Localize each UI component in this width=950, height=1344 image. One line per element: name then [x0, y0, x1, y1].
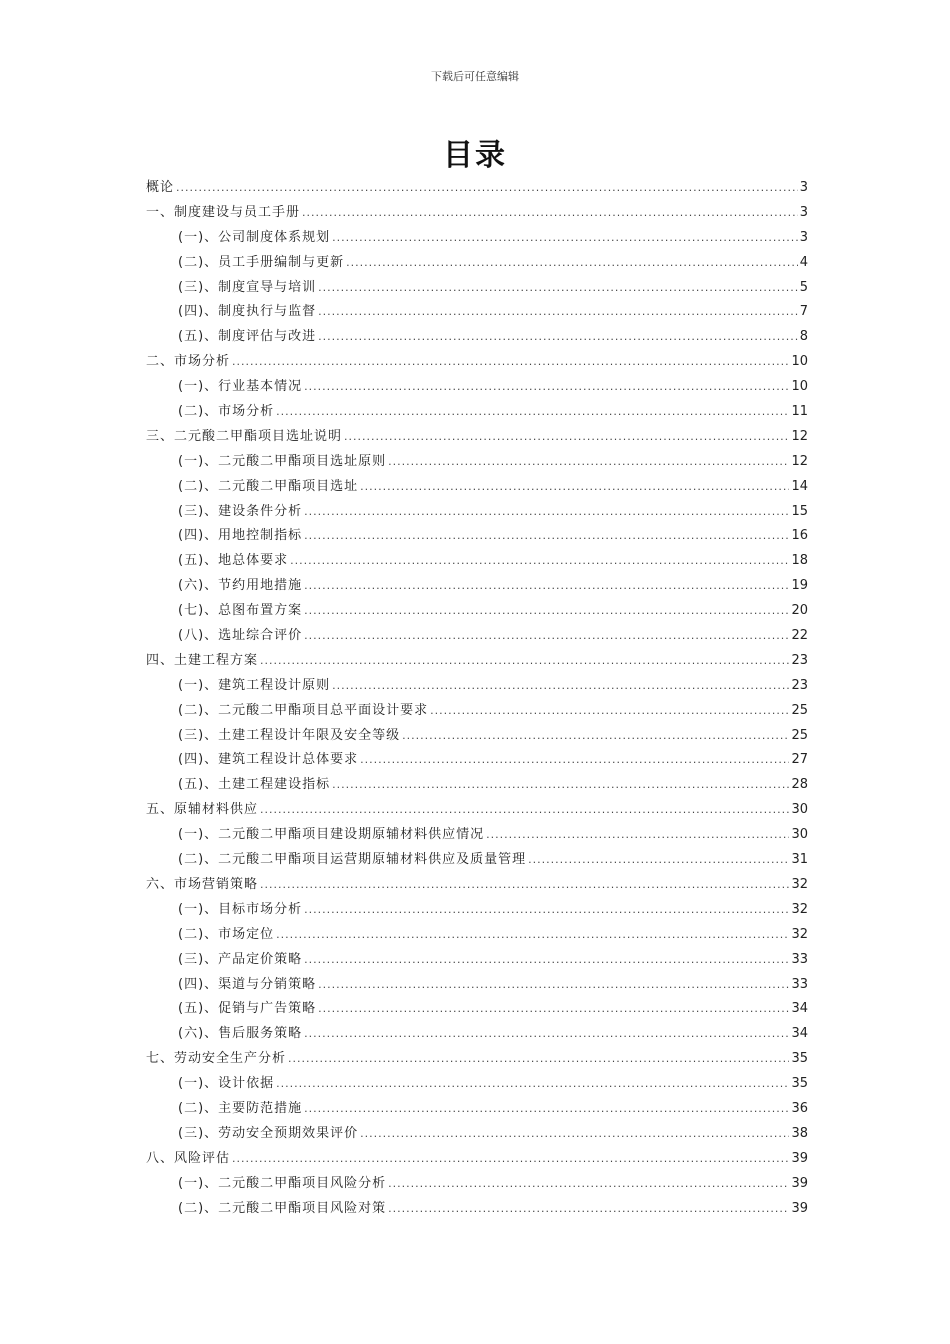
toc-entry-label: (三)、土建工程设计年限及安全等级 — [178, 727, 401, 743]
toc-entry-page-number: 8 — [799, 329, 808, 345]
toc-entry-label: (二)、市场分析 — [178, 404, 275, 420]
toc-dot-leader — [304, 599, 789, 624]
toc-entry-label: (三)、产品定价策略 — [178, 951, 303, 967]
toc-entry[interactable] — [146, 1197, 808, 1222]
toc-entry-label: 八、风险评估 — [146, 1150, 231, 1166]
toc-entry[interactable] — [146, 1072, 808, 1097]
toc-entry-page-number: 36 — [791, 1100, 808, 1116]
table-of-contents — [146, 176, 808, 1221]
toc-entry-label: (四)、用地控制指标 — [178, 528, 303, 544]
toc-entry-label: (三)、制度宣导与培训 — [178, 279, 317, 295]
toc-entry-page-number: 3 — [799, 180, 808, 195]
toc-entry-label: (四)、建筑工程设计总体要求 — [178, 752, 359, 768]
toc-entry-page-number: 33 — [791, 976, 808, 992]
toc-dot-leader — [332, 773, 789, 798]
toc-dot-leader — [318, 276, 798, 301]
toc-dot-leader — [232, 1147, 789, 1172]
toc-entry[interactable] — [146, 948, 808, 973]
toc-entry-page-number: 39 — [791, 1200, 808, 1216]
toc-entry-label: (三)、劳动安全预期效果评价 — [178, 1125, 359, 1141]
toc-dot-leader — [260, 798, 789, 823]
toc-entry[interactable] — [146, 599, 808, 624]
toc-dot-leader — [304, 898, 789, 923]
toc-entry-label: 五、原辅材料供应 — [146, 802, 259, 818]
toc-entry-page-number: 7 — [799, 304, 808, 320]
toc-entry-page-number: 3 — [799, 229, 808, 245]
toc-entry-page-number: 11 — [791, 404, 808, 420]
toc-entry-page-number: 23 — [791, 652, 808, 668]
toc-dot-leader — [260, 873, 789, 898]
toc-entry-page-number: 23 — [791, 677, 808, 693]
toc-dot-leader — [528, 848, 789, 873]
toc-entry-page-number: 15 — [791, 503, 808, 519]
toc-dot-leader — [318, 997, 789, 1022]
toc-entry[interactable] — [146, 848, 808, 873]
toc-entry[interactable] — [146, 375, 808, 400]
toc-dot-leader — [304, 500, 789, 525]
toc-entry[interactable] — [146, 798, 808, 823]
toc-entry-label: (五)、地总体要求 — [178, 553, 289, 569]
toc-entry[interactable] — [146, 450, 808, 475]
toc-dot-leader — [276, 400, 789, 425]
toc-entry-label: (三)、建设条件分析 — [178, 503, 303, 519]
toc-entry[interactable] — [146, 724, 808, 749]
toc-entry-page-number: 27 — [791, 752, 808, 768]
toc-dot-leader — [302, 201, 798, 226]
toc-entry[interactable] — [146, 201, 808, 226]
toc-entry[interactable] — [146, 823, 808, 848]
toc-entry[interactable] — [146, 973, 808, 998]
toc-entry-page-number: 39 — [791, 1175, 808, 1191]
toc-entry-page-number: 4 — [799, 254, 808, 270]
toc-entry-label: (二)、员工手册编制与更新 — [178, 254, 345, 270]
toc-dot-leader — [318, 973, 789, 998]
toc-entry[interactable] — [146, 350, 808, 375]
toc-entry-page-number: 5 — [799, 279, 808, 295]
toc-entry[interactable] — [146, 1047, 808, 1072]
toc-entry-label: (一)、设计依据 — [178, 1076, 275, 1092]
toc-dot-leader — [304, 1097, 789, 1122]
toc-dot-leader — [276, 1072, 789, 1097]
toc-entry-label: (五)、土建工程建设指标 — [178, 777, 331, 793]
toc-entry-page-number: 10 — [791, 379, 808, 395]
toc-entry-label: (一)、二元酸二甲酯项目建设期原辅材料供应情况 — [178, 827, 485, 843]
toc-dot-leader — [260, 649, 789, 674]
page-title: 目录 — [443, 138, 507, 173]
toc-entry[interactable] — [146, 773, 808, 798]
toc-entry-page-number: 32 — [791, 901, 808, 917]
page-header: 下载后可任意编辑 — [431, 70, 519, 83]
toc-entry-page-number: 10 — [791, 354, 808, 370]
toc-dot-leader — [430, 699, 789, 724]
toc-entry-label: (四)、渠道与分销策略 — [178, 976, 317, 992]
toc-entry-label: (一)、目标市场分析 — [178, 901, 303, 917]
toc-dot-leader — [318, 325, 798, 350]
toc-dot-leader — [276, 923, 789, 948]
toc-entry[interactable] — [146, 1022, 808, 1047]
toc-entry-page-number: 22 — [791, 628, 808, 644]
toc-entry-label: 六、市场营销策略 — [146, 876, 259, 892]
toc-entry[interactable] — [146, 997, 808, 1022]
toc-entry-label: (一)、行业基本情况 — [178, 379, 303, 395]
toc-entry-label: (七)、总图布置方案 — [178, 603, 303, 619]
toc-dot-leader — [388, 1197, 789, 1222]
toc-entry[interactable] — [146, 923, 808, 948]
toc-entry-label: (五)、促销与广告策略 — [178, 1001, 317, 1017]
toc-entry[interactable] — [146, 624, 808, 649]
toc-entry[interactable] — [146, 1122, 808, 1147]
toc-entry-page-number: 18 — [791, 553, 808, 569]
toc-entry-label: (五)、制度评估与改进 — [178, 329, 317, 345]
toc-entry-label: (一)、二元酸二甲酯项目风险分析 — [178, 1175, 387, 1191]
toc-entry-page-number: 34 — [791, 1026, 808, 1042]
toc-dot-leader — [360, 748, 789, 773]
toc-entry[interactable] — [146, 649, 808, 674]
toc-dot-leader — [304, 574, 789, 599]
toc-entry-label: (二)、主要防范措施 — [178, 1100, 303, 1116]
toc-entry-label: (四)、制度执行与监督 — [178, 304, 317, 320]
toc-entry-label: (二)、二元酸二甲酯项目选址 — [178, 478, 359, 494]
toc-entry-page-number: 20 — [791, 603, 808, 619]
toc-entry-page-number: 16 — [791, 528, 808, 544]
toc-entry[interactable] — [146, 325, 808, 350]
toc-entry-label: 一、制度建设与员工手册 — [146, 204, 301, 220]
toc-dot-leader — [332, 674, 789, 699]
toc-entry-page-number: 28 — [791, 777, 808, 793]
toc-entry[interactable] — [146, 300, 808, 325]
toc-dot-leader — [304, 624, 789, 649]
toc-entry-label: 四、土建工程方案 — [146, 652, 259, 668]
toc-dot-leader — [232, 350, 789, 375]
toc-entry-label: (一)、公司制度体系规划 — [178, 229, 331, 245]
toc-dot-leader — [304, 524, 789, 549]
toc-dot-leader — [360, 475, 789, 500]
toc-dot-leader — [290, 549, 789, 574]
toc-entry-label: (二)、市场定位 — [178, 926, 275, 942]
toc-entry-page-number: 33 — [791, 951, 808, 967]
toc-dot-leader — [388, 1172, 789, 1197]
toc-entry[interactable] — [146, 251, 808, 276]
toc-entry[interactable] — [146, 226, 808, 251]
toc-dot-leader — [318, 300, 798, 325]
toc-dot-leader — [304, 948, 789, 973]
toc-dot-leader — [388, 450, 789, 475]
toc-entry[interactable] — [146, 425, 808, 450]
toc-entry-label: (一)、二元酸二甲酯项目选址原则 — [178, 453, 387, 469]
toc-entry[interactable] — [146, 524, 808, 549]
toc-dot-leader — [346, 251, 798, 276]
toc-entry[interactable] — [146, 549, 808, 574]
toc-entry-page-number: 38 — [791, 1125, 808, 1141]
toc-entry-page-number: 3 — [799, 204, 808, 220]
toc-entry-page-number: 31 — [791, 852, 808, 868]
toc-entry-page-number: 14 — [791, 478, 808, 494]
toc-entry-page-number: 32 — [791, 926, 808, 942]
toc-entry-label: 七、劳动安全生产分析 — [146, 1051, 287, 1067]
toc-dot-leader — [176, 176, 798, 201]
toc-entry[interactable] — [146, 574, 808, 599]
toc-entry-label: (六)、节约用地措施 — [178, 578, 303, 594]
toc-dot-leader — [304, 1022, 789, 1047]
toc-entry[interactable] — [146, 500, 808, 525]
toc-entry-page-number: 12 — [791, 428, 808, 444]
toc-entry-page-number: 35 — [791, 1076, 808, 1092]
toc-entry-label: 三、二元酸二甲酯项目选址说明 — [146, 428, 343, 444]
toc-entry[interactable] — [146, 748, 808, 773]
toc-entry-page-number: 25 — [791, 702, 808, 718]
toc-entry-page-number: 30 — [791, 827, 808, 843]
toc-dot-leader — [402, 724, 789, 749]
toc-entry-page-number: 35 — [791, 1051, 808, 1067]
toc-entry-label: (八)、选址综合评价 — [178, 628, 303, 644]
toc-entry[interactable] — [146, 1172, 808, 1197]
toc-dot-leader — [304, 375, 789, 400]
toc-entry-label: (二)、二元酸二甲酯项目风险对策 — [178, 1200, 387, 1216]
toc-dot-leader — [486, 823, 789, 848]
toc-entry[interactable] — [146, 699, 808, 724]
toc-entry[interactable] — [146, 1097, 808, 1122]
toc-entry[interactable] — [146, 400, 808, 425]
toc-entry[interactable] — [146, 1147, 808, 1172]
toc-entry-page-number: 39 — [791, 1150, 808, 1166]
toc-dot-leader — [332, 226, 798, 251]
toc-entry[interactable] — [146, 176, 808, 201]
toc-entry-page-number: 34 — [791, 1001, 808, 1017]
toc-entry-label: 二、市场分析 — [146, 354, 231, 370]
toc-entry-label: (一)、建筑工程设计原则 — [178, 677, 331, 693]
toc-entry-label: (六)、售后服务策略 — [178, 1026, 303, 1042]
toc-entry-page-number: 30 — [791, 802, 808, 818]
toc-entry-page-number: 19 — [791, 578, 808, 594]
toc-entry[interactable] — [146, 276, 808, 301]
toc-entry-page-number: 32 — [791, 876, 808, 892]
toc-entry-label: 概论 — [146, 180, 175, 195]
toc-dot-leader — [344, 425, 789, 450]
toc-entry-page-number: 25 — [791, 727, 808, 743]
toc-entry-page-number: 12 — [791, 453, 808, 469]
toc-entry[interactable] — [146, 475, 808, 500]
toc-entry[interactable] — [146, 674, 808, 699]
toc-dot-leader — [360, 1122, 789, 1147]
toc-entry[interactable] — [146, 873, 808, 898]
toc-dot-leader — [288, 1047, 789, 1072]
toc-entry-label: (二)、二元酸二甲酯项目运营期原辅材料供应及质量管理 — [178, 852, 527, 868]
toc-entry[interactable] — [146, 898, 808, 923]
toc-entry-label: (二)、二元酸二甲酯项目总平面设计要求 — [178, 702, 429, 718]
